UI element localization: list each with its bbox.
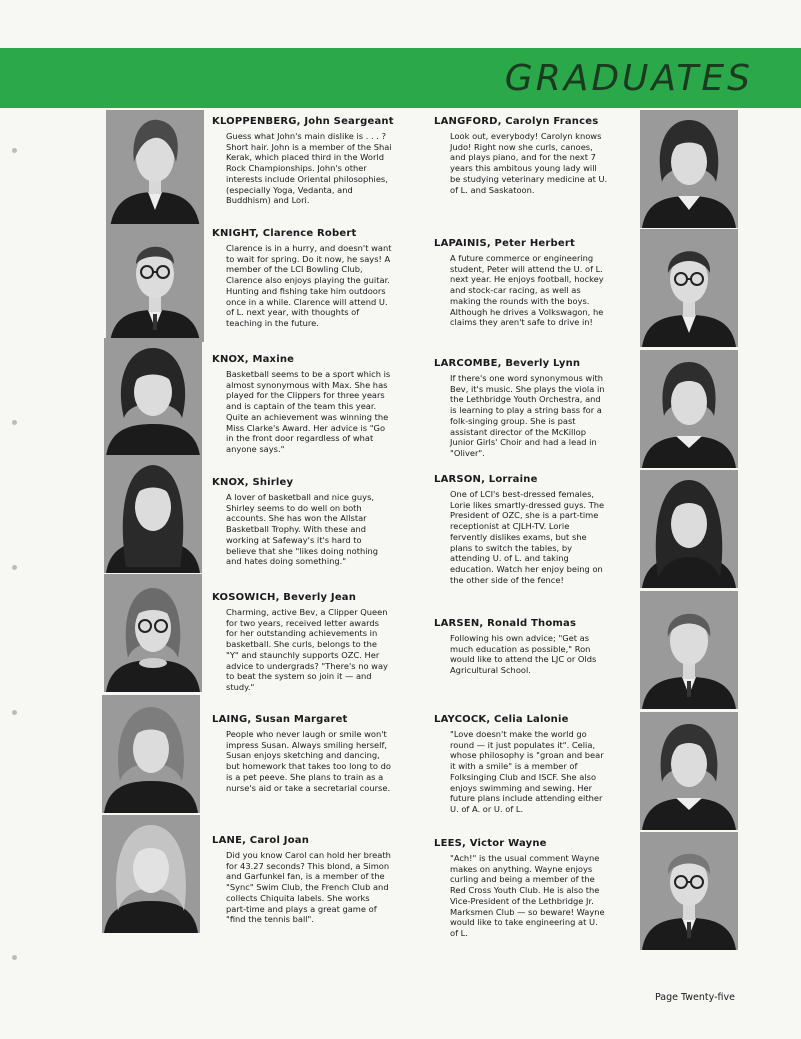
student-photo [104, 574, 202, 692]
student-photo [640, 591, 738, 709]
graduate-name: KNIGHT, Clarence Robert [212, 228, 357, 239]
graduate-bio: A lover of basketball and nice guys, Shirley seems to do well on both accounts. She has won the Allstar Basketball Trophy. With these and working at Safeway's it's hard to believe that she "likes doing nothing and hates doing something." [226, 492, 379, 567]
graduate-entry [434, 838, 608, 939]
page-number: Page Twenty-five [655, 992, 735, 1003]
binder-hole [12, 955, 17, 960]
graduate-entry [434, 474, 608, 585]
page-title: GRADUATES [504, 58, 753, 99]
graduate-name: LANGFORD, Carolyn Frances [434, 116, 599, 127]
graduate-entry [434, 238, 608, 328]
graduate-entry [212, 477, 392, 567]
graduate-bio: "Ach!" is the usual comment Wayne makes on anything. Wayne enjoys curling and being a member of the Red Cross Youth Club. He is also the Vice-President of the Lethbridge Jr. Marksmen Club — so beware! Wayne would like to take engineering at U. of L. [450, 853, 605, 938]
student-photo [106, 224, 204, 342]
graduate-name: LAYCOCK, Celia Lalonie [434, 714, 569, 725]
student-photo [640, 832, 738, 950]
graduate-name: LARCOMBE, Beverly Lynn [434, 358, 581, 369]
graduate-entry [212, 228, 392, 329]
graduate-bio: Look out, everybody! Carolyn knows Judo! Right now she curls, canoes, and plays piano, and for the next 7 years this ambitous young lady will be studying veterinary medicine at U. of L. and Saskatoon. [450, 131, 608, 195]
graduate-bio: "Love doesn't make the world go round — it just populates it". Celia, whose philosophy is "groan and bear it with a smile" is a member of Folksinging Club and ISCF. She also enjoys swimming and sewing. Her future plans include attending either U. of A. or U. of L. [450, 729, 604, 814]
graduate-bio: Guess what John's main dislike is . . . ? Short hair. John is a member of the Shai Kerak, which placed third in the World Rock Championships. John's other interests include Oriental philosophies, (especially Yoga, Vedanta, and Buddhism) and Lori. [226, 131, 392, 206]
graduate-bio: Charming, active Bev, a Clipper Queen for two years, received letter awards for her outstanding achievements in basketball. She curls, belongs to the "Y" and staunchly supports OZC. Her advice to undergrads? "There's no way to beat the system so join it — and study." [226, 607, 388, 692]
graduate-entry [434, 358, 608, 459]
binder-hole [12, 420, 17, 425]
header-banner [0, 48, 801, 108]
graduate-bio: One of LCI's best-dressed females, Lorie likes smartly-dressed guys. The President of OZC, she is a part-time receptionist at CJLH-TV. Lorie fervently dislikes exams, but she plans to switch the tables, by attending U. of L. and taking education. Watch her enjoy being on the other side of the fence! [450, 489, 605, 585]
student-photo [640, 712, 738, 830]
graduate-name: KNOX, Shirley [212, 477, 294, 488]
graduate-name: LAING, Susan Margaret [212, 714, 348, 725]
student-photo [106, 110, 204, 228]
graduate-entry [212, 714, 392, 793]
graduate-bio: People who never laugh or smile won't impress Susan. Always smiling herself, Susan enjoys sketching and dancing, but homework that takes too long to do is a pet peeve. She plans to train as a nurse's aid or take a secretarial course. [226, 729, 391, 793]
graduate-bio: If there's one word synonymous with Bev, it's music. She plays the viola in the Lethbridge Youth Orchestra, and is learning to play a string bass for a folk-singing group. She is past assistant director of the McKillop Junior Girls' Choir and had a lead in "Oliver". [450, 373, 605, 458]
graduate-bio: Did you know Carol can hold her breath for 43.27 seconds? This blond, a Simon and Garfunkel fan, is a member of the "Sync" Swim Club, the French Club and collects Chiquita labels. She works part-time and plays a great game of "find the tennis ball". [226, 850, 391, 925]
graduate-entry [434, 714, 608, 815]
student-photo [104, 455, 202, 573]
graduate-bio: A future commerce or engineering student, Peter will attend the U. of L. next year. He enjoys football, hockey and stock-car racing, as well as making the rounds with the boys. Although he drives a Volkswagon, he claims they aren't safe to drive in! [450, 253, 604, 328]
graduate-name: KNOX, Maxine [212, 354, 295, 365]
student-photo [640, 110, 738, 228]
graduate-name: KOSOWICH, Beverly Jean [212, 592, 357, 603]
graduate-name: LANE, Carol Joan [212, 835, 310, 846]
graduate-name: LAPAINIS, Peter Herbert [434, 238, 575, 249]
graduate-entry [212, 354, 392, 455]
graduate-name: KLOPPENBERG, John Seargeant [212, 116, 394, 127]
graduate-name: LARSEN, Ronald Thomas [434, 618, 577, 629]
graduate-entry [434, 618, 608, 676]
student-photo [640, 229, 738, 347]
binder-hole [12, 710, 17, 715]
student-photo [640, 470, 738, 588]
binder-hole [12, 148, 17, 153]
graduate-entry [212, 835, 392, 925]
student-photo [102, 695, 200, 813]
graduate-bio: Following his own advice; "Get as much education as possible," Ron would like to attend the LJC or Olds Agricultural School. [450, 633, 597, 676]
graduate-name: LARSON, Lorraine [434, 474, 538, 485]
graduate-name: LEES, Victor Wayne [434, 838, 547, 849]
graduate-entry [212, 592, 392, 693]
graduate-entry [212, 116, 394, 206]
binder-hole [12, 565, 17, 570]
graduate-bio: Clarence is in a hurry, and doesn't want to wait for spring. Do it now, he says! A member of the LCI Bowling Club, Clarence also enjoys playing the guitar. Hunting and fishing take him outdoors once in a while. Clarence will attend U. of L. next year, with thoughts of teaching in the future. [226, 243, 392, 328]
student-photo [640, 350, 738, 468]
student-photo [104, 338, 202, 456]
graduate-entry [434, 116, 608, 195]
graduate-bio: Basketball seems to be a sport which is almost synonymous with Max. She has played for the Clippers for three years and is captain of the team this year. Quite an achievement was winning the Miss Clarke's Award. Her advice is "Go in the front door regardless of what anyone says." [226, 369, 391, 454]
student-photo [102, 815, 200, 933]
